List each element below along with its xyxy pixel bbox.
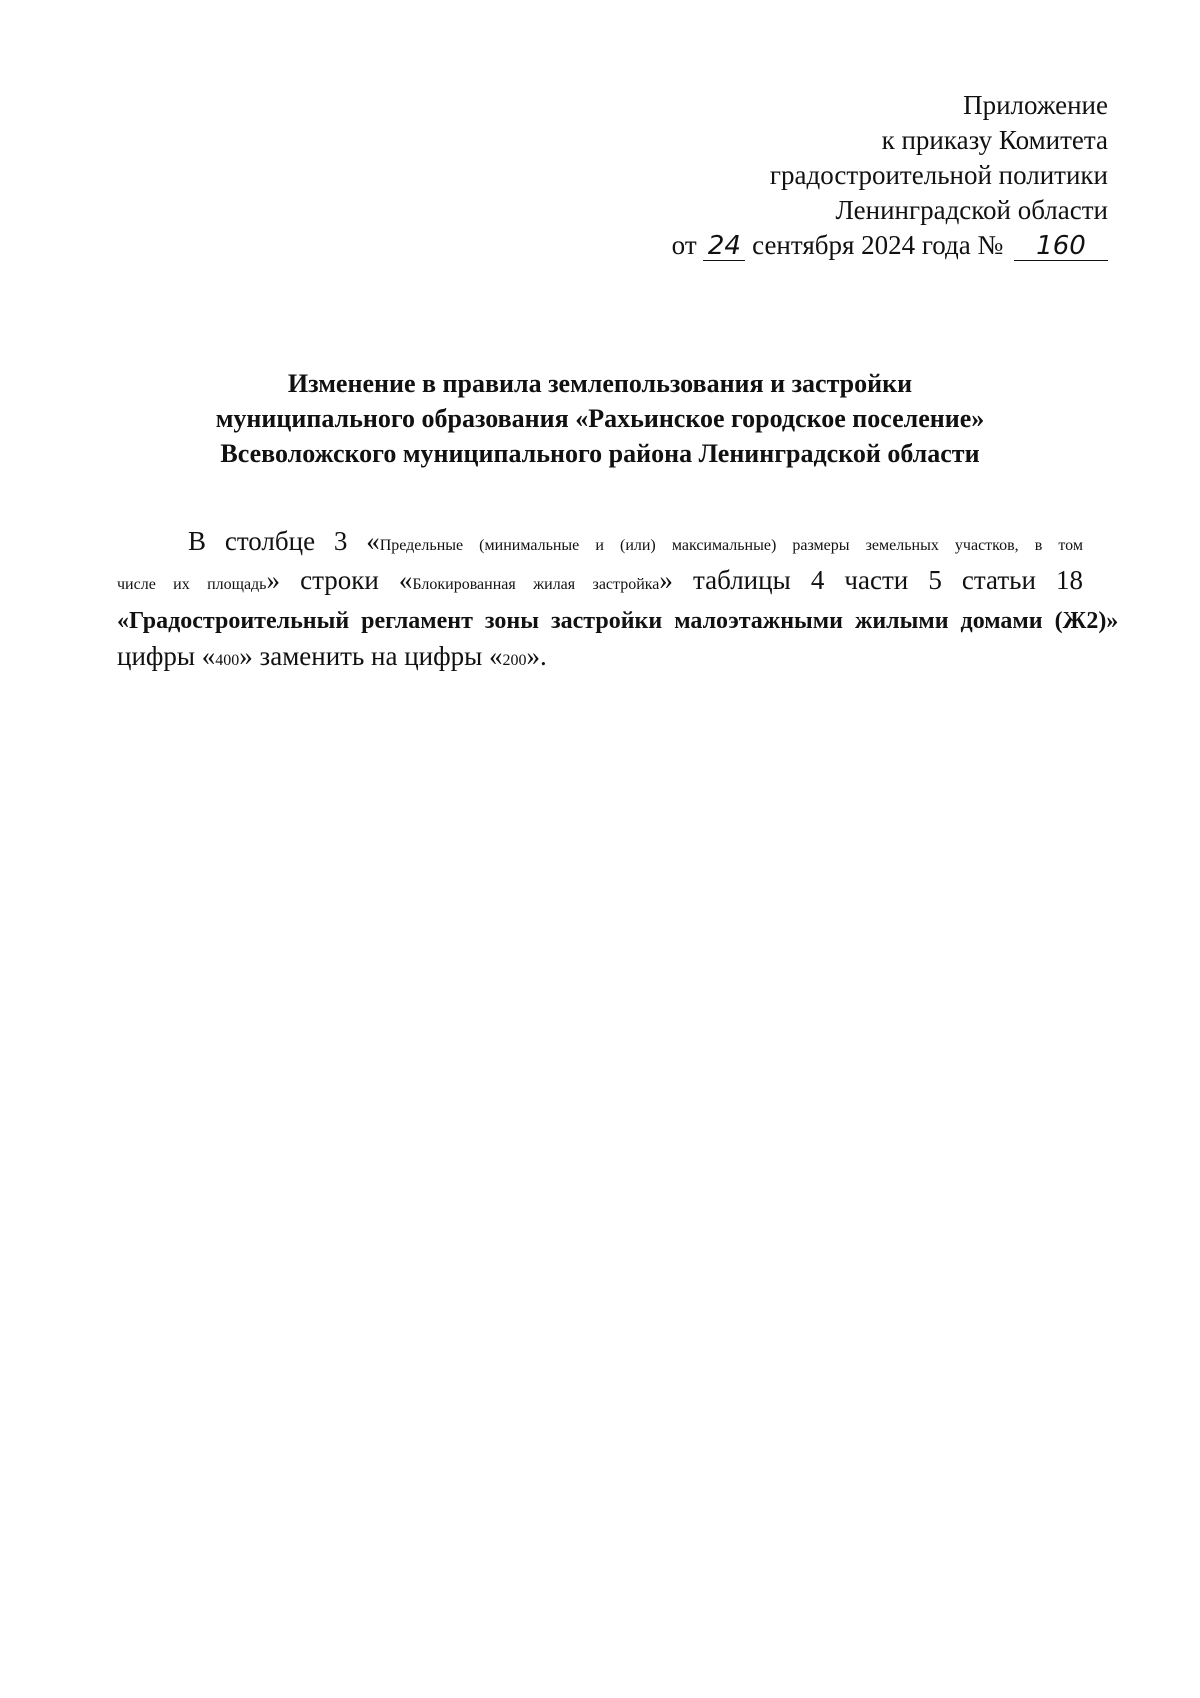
text-part-3: » таблицы 4 части 5 статьи 18 — [659, 565, 1084, 595]
text-part-4: цифры « — [117, 641, 216, 671]
row-name: Блокированная жилая застройка — [412, 576, 660, 593]
attachment-header — [488, 88, 1108, 263]
regulation-name: «Градостроительный регламент зоны застройки малоэтажными жилыми домами (Ж2)» — [117, 608, 1119, 634]
paragraph-line-1 — [117, 524, 1083, 563]
handwritten-order-number: 160 — [1014, 232, 1108, 261]
order-reference: к приказу Комитета — [881, 125, 1108, 155]
title-line-3: Всеволожского муниципального района Ленинградской области — [220, 439, 980, 468]
text-part-1: В столбце 3 « — [188, 526, 380, 556]
paragraph-line-4 — [117, 639, 1083, 678]
amendment-paragraph — [117, 524, 1119, 678]
paragraph-line-3 — [117, 602, 1119, 639]
date-middle: сентября 2024 года № — [752, 230, 1004, 260]
text-part-5: » заменить на цифры « — [239, 641, 503, 671]
paragraph-line-2 — [117, 563, 1083, 602]
attachment-label: Приложение — [963, 90, 1108, 120]
text-part-2: » строки « — [266, 565, 413, 595]
title-line-2: муниципального образования «Рахьинское городское поселение» — [215, 404, 985, 433]
column-name-a: Предельные (минимальные и (или) максимальные) размеры земельных участков, в том — [379, 537, 1083, 554]
committee-name: градостроительной политики — [769, 160, 1108, 190]
old-value: 400 — [215, 652, 240, 669]
order-date-line — [488, 228, 1108, 263]
document-title — [100, 366, 1100, 471]
date-prefix: от — [671, 230, 697, 260]
new-value: 200 — [502, 652, 527, 669]
handwritten-day: 24 — [703, 232, 745, 261]
title-line-1: Изменение в правила землепользования и застройки — [287, 369, 913, 398]
region-name: Ленинградской области — [835, 195, 1108, 225]
text-part-6: ». — [526, 641, 547, 671]
column-name-b: числе их площадь — [117, 576, 267, 593]
